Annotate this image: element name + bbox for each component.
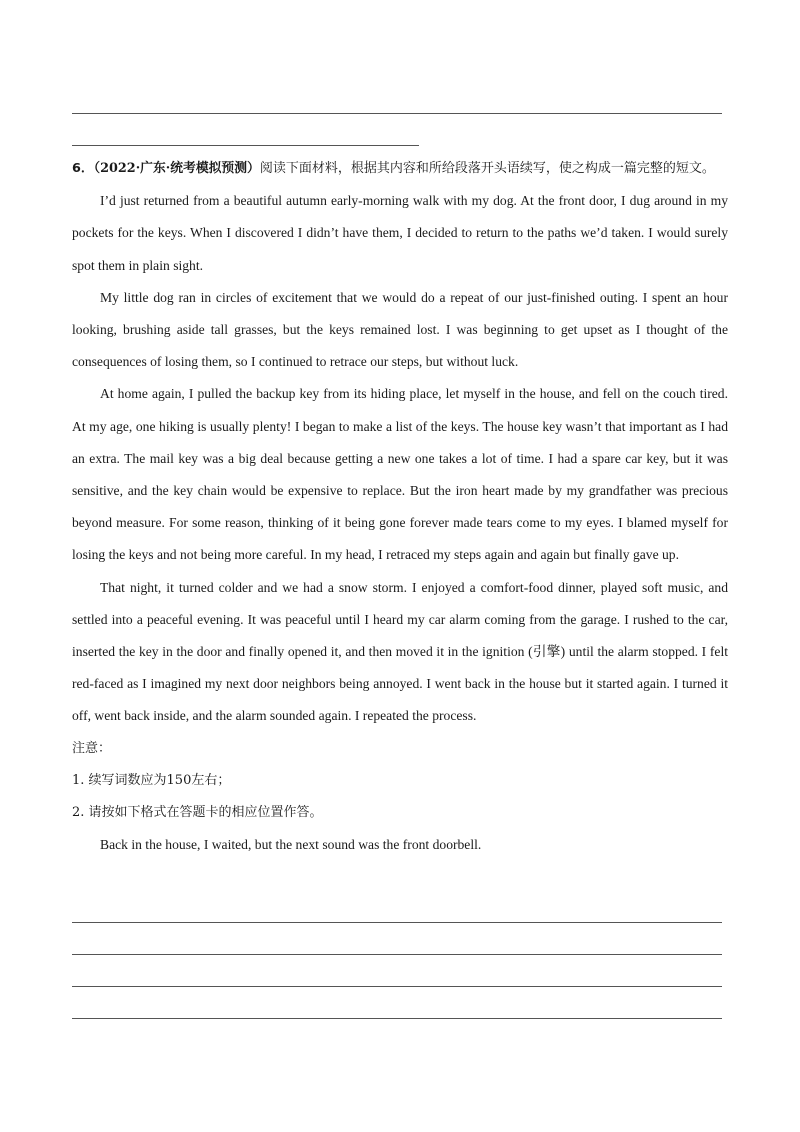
answer-line bbox=[72, 954, 722, 955]
notes-item: 2. 请按如下格式在答题卡的相应位置作答。 bbox=[72, 805, 323, 821]
passage-paragraph: I’d just returned from a beautiful autumn early-morning walk with my dog. At the front door, I dug around in my pockets for the keys. When I discovered I didn’t have them, I decided to return to the paths we’d taken. I would surely spot them in plain sight. bbox=[72, 193, 728, 273]
answer-line bbox=[72, 986, 722, 987]
passage-paragraph: That night, it turned colder and we had a snow storm. I enjoyed a comfort-food dinner, played soft music, and settled into a peaceful evening. It was peaceful until I heard my car alarm coming from the garage. I rushed to the car, inserted the key in the door and finally opened it, and then moved it in the ignition (引擎) until the alarm stopped. I felt red-faced as I imagined my next door neighbors being annoyed. I went back in the house but it started again. I turned it off, went back inside, and the alarm sounded again. I repeated the process. bbox=[72, 579, 728, 724]
question-prompt: 阅读下面材料，根据其内容和所给段落开头语续写，使之构成一篇完整的短文。 bbox=[259, 161, 715, 176]
answer-line bbox=[72, 922, 722, 923]
notes-item: 1. 续写词数应为150左右； bbox=[72, 772, 231, 788]
question-source: （2022·广东·统考模拟预测） bbox=[93, 161, 260, 176]
question-block bbox=[72, 152, 728, 861]
paragraph-opening-line: Back in the house, I waited, but the next sound was the front doorbell. bbox=[100, 837, 482, 853]
question-number: 6． bbox=[72, 161, 94, 176]
answer-line bbox=[72, 113, 722, 114]
passage-paragraph: At home again, I pulled the backup key from its hiding place, let myself in the house, and fell on the couch tired. At my age, one hiking is usually plenty! I began to make a list of the keys. The house key wasn’t that important as I had an extra. The mail key was a big deal because getting a new one takes a lot of time. I had a spare car key, but it was sensitive, and the key chain would be expensive to replace. But the iron heart made by my grandfather was precious beyond measure. For some reason, thinking of it being gone forever made tears come to my eyes. I blamed myself for losing the keys and not being more careful. In my head, I retraced my steps again and again but finally gave up. bbox=[72, 386, 728, 563]
question-header bbox=[72, 152, 728, 185]
answer-line bbox=[72, 1018, 722, 1019]
passage-paragraph: My little dog ran in circles of excitement that we would do a repeat of our just-finished outing. I spent an hour looking, brushing aside tall grasses, but the keys remained lost. I was beginning to get upset as I thought of the consequences of losing them, so I continued to retrace our steps, but without luck. bbox=[72, 289, 728, 370]
notes-heading: 注意： bbox=[72, 740, 112, 756]
answer-line-short bbox=[72, 145, 419, 146]
